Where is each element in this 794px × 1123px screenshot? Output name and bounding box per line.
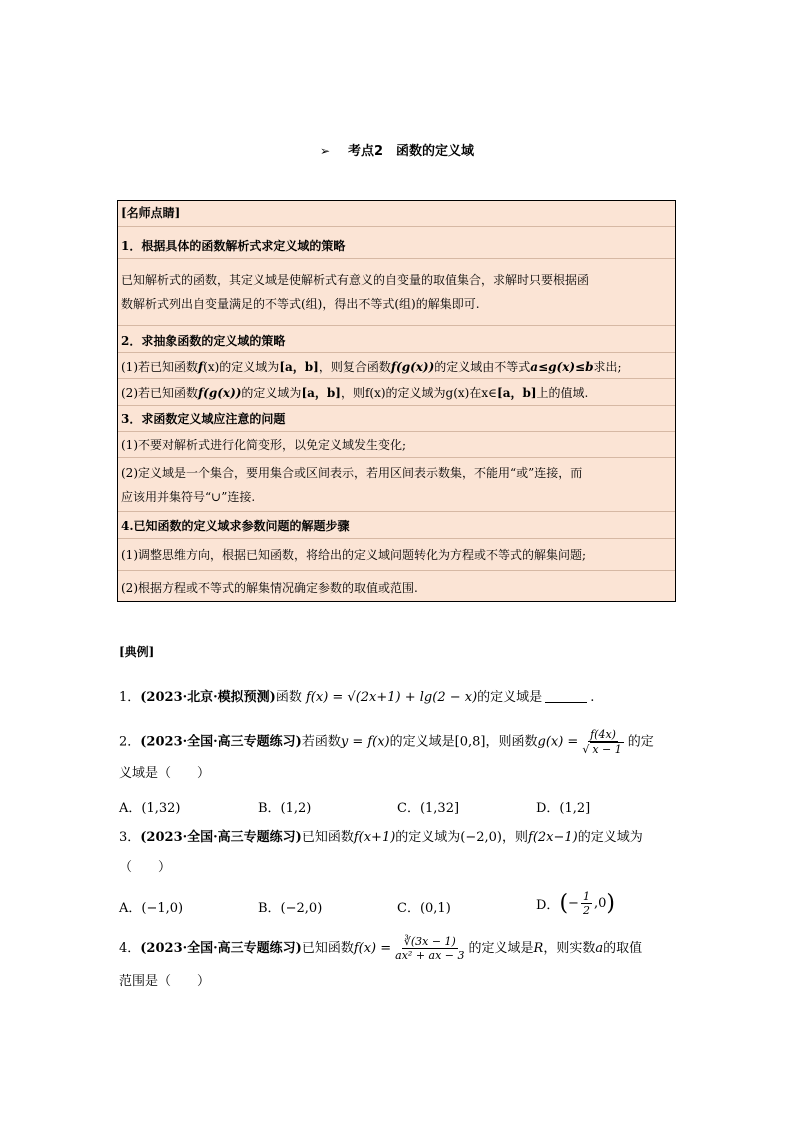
q1-pre: 函数 [275, 690, 302, 705]
q2-fraction [580, 728, 625, 756]
q3-f2: f(2x−1) [528, 830, 578, 845]
s1-title: 1．根据具体的函数解析式求定义域的策略 [121, 239, 346, 253]
q2-post: 的定 [627, 734, 654, 750]
s2-l2-interval: [a，b] [301, 386, 341, 400]
q3-d-numerator: 1 [582, 890, 590, 903]
s3-title: 3．求函数定义域应注意的问题 [121, 412, 286, 426]
q3-f1: f(x+1) [353, 830, 396, 845]
s2-l1-text-c: ，则复合函数 [318, 360, 391, 374]
q3-d-right-paren: ) [606, 890, 615, 916]
tips-s4-line1-row [118, 538, 675, 570]
s3-line2a: (2)定义域是一个集合，要用集合或区间表示，若用区间表示数集，不能用“或”连接，而 [121, 466, 583, 480]
q4-post: 的取值 [603, 941, 643, 956]
q1-number: 1． [119, 690, 141, 705]
s4-line2: (2)根据方程或不等式的解集情况确定参数的取值或范围. [121, 581, 418, 595]
s2-title: 2．求抽象函数的定义域的策略 [121, 334, 286, 348]
question-3 [119, 828, 643, 848]
s2-l1-f: f [198, 360, 204, 374]
s2-l1-interval: [a，b] [279, 360, 319, 374]
q3-option-b[interactable]: B．(−2,0) [258, 901, 323, 916]
q4-a: a [595, 941, 604, 956]
s2-l1-inequality: a≤g(x)≤b [530, 360, 594, 374]
q4-R: R [533, 941, 544, 956]
q2-denom-radicand: x − 1 [592, 743, 622, 756]
q2-domain: [0,8] [454, 734, 486, 750]
s3-line1: (1)不要对解析式进行化简变形，以免定义域发生变化; [121, 438, 407, 452]
q4-numerator: ∛(3x − 1) [403, 935, 456, 948]
s2-l2-text-a: (2)若已知函数 [121, 386, 198, 400]
q3-post: 的定义域为 [577, 830, 643, 845]
q3-d-denominator: 2 [582, 904, 590, 917]
s2-l1-text-a: (1)若已知函数 [121, 360, 198, 374]
q2-option-c[interactable]: C．(1,32] [397, 801, 460, 816]
teacher-tips-box [117, 200, 676, 602]
q1-answer-blank[interactable] [545, 689, 587, 703]
s2-l2-text-d: 上的值域. [536, 386, 589, 400]
q2-g: g(x) = [537, 734, 579, 750]
tips-s3-line2-row [118, 457, 675, 511]
q4-denominator: ax² + ax − 3 [395, 949, 465, 962]
q3-pre: 已知函数 [301, 830, 354, 845]
q2-option-a[interactable]: A．(1,32) [119, 801, 181, 816]
q2-mid: 的定义域是 [389, 734, 455, 750]
s3-line2b: 应该用并集符号“∪”连接. [121, 490, 256, 504]
q2-denominator: √ x − 1 [582, 743, 622, 756]
q2-source: (2023·全国·高三专题练习) [140, 734, 302, 750]
s4-line1: (1)调整思维方向，根据已知函数，将给出的定义域问题转化为方程或不等式的解集问题; [121, 548, 587, 562]
question-2-line2: 义域是（ ） [119, 766, 211, 781]
q2-option-d[interactable]: D．(1,2] [536, 801, 591, 816]
q4-number: 4． [119, 941, 141, 956]
s2-l2-text-c: ，则f(x)的定义域为g(x)在x∈ [340, 386, 498, 400]
q4-pre: 已知函数 [301, 941, 354, 956]
q4-f: f(x) = [353, 941, 392, 956]
q3-mid: 的定义域为(−2,0)，则 [395, 830, 529, 845]
tips-s4-line2-row [118, 570, 675, 602]
tips-s4-title-row [118, 511, 675, 538]
s1-body-line1: 已知解析式的函数，其定义域是使解析式有意义的自变量的取值集合，求解时只要根据函 [121, 273, 590, 287]
q3-option-c[interactable]: C．(0,1) [397, 901, 451, 916]
q3-d-left-paren: ( [559, 890, 569, 916]
tips-s2-title-row [118, 325, 675, 352]
q2-numerator: f(4x) [590, 728, 616, 741]
q2-number: 2． [119, 734, 141, 750]
q2-option-b[interactable]: B．(1,2) [258, 801, 312, 816]
section-title: 考点2 函数的定义域 [348, 144, 475, 159]
q3-option-a[interactable]: A．(−1,0) [119, 901, 184, 916]
s2-l1-text-d: 的定义域由不等式 [434, 360, 531, 374]
q3-d-rest: ,0 [593, 896, 607, 911]
s2-l2-text-b: 的定义域为 [241, 386, 302, 400]
question-1 [119, 688, 594, 708]
q3-option-d-label: D． [536, 898, 560, 913]
s2-l2-interval2: [a，b] [497, 386, 537, 400]
s2-l1-text-b: (x)的定义域为 [203, 360, 280, 374]
tips-s2-line1-row [118, 352, 675, 378]
q3-source: (2023·全国·高三专题练习) [140, 830, 302, 845]
q1-source: (2023·北京·模拟预测) [140, 690, 276, 705]
s2-l1-fg: f(g(x)) [390, 360, 435, 374]
tips-s1-body-row [118, 258, 675, 325]
s1-body-line2: 数解析式列出自变量满足的不等式(组)，得出不等式(组)的解集即可. [121, 297, 480, 311]
question-3-line2: （ ） [119, 860, 172, 875]
s2-l1-text-e: 求出; [593, 360, 622, 374]
tips-s2-line2-row [118, 378, 675, 405]
q1-function: f(x) = √(2x+1) + lg(2 − x) [305, 690, 478, 705]
q1-post: 的定义域是 [477, 690, 543, 705]
q2-pre: 若函数 [301, 734, 341, 750]
q1-end: . [590, 690, 595, 705]
q2-mid2: ，则函数 [485, 734, 538, 750]
question-4-line2: 范围是（ ） [119, 974, 211, 989]
q3-option-d[interactable] [536, 890, 615, 917]
q3-d-fraction [581, 890, 592, 917]
tips-s3-line1-row [118, 431, 675, 457]
q4-mid2: ，则实数 [543, 941, 596, 956]
q3-d-minus: − [568, 896, 579, 911]
tips-s3-title-row [118, 405, 675, 431]
tips-s1-title-row [118, 226, 675, 258]
q4-fraction [393, 935, 466, 962]
section-heading [0, 140, 794, 159]
tips-label: [名师点睛] [121, 206, 181, 220]
s4-title: 4.已知函数的定义域求参数问题的解题步骤 [121, 519, 350, 533]
q3-number: 3． [119, 830, 141, 845]
question-2 [119, 728, 654, 756]
q2-func: y = f(x) [340, 734, 390, 750]
s2-l2-fg: f(g(x)) [198, 386, 242, 400]
arrow-bullet-icon: ➢ [319, 144, 330, 158]
tips-label-row [118, 201, 675, 226]
q4-mid: 的定义域是 [468, 941, 534, 956]
q4-source: (2023·全国·高三专题练习) [140, 941, 302, 956]
question-4 [119, 935, 642, 962]
examples-label: [典例] [119, 645, 155, 659]
